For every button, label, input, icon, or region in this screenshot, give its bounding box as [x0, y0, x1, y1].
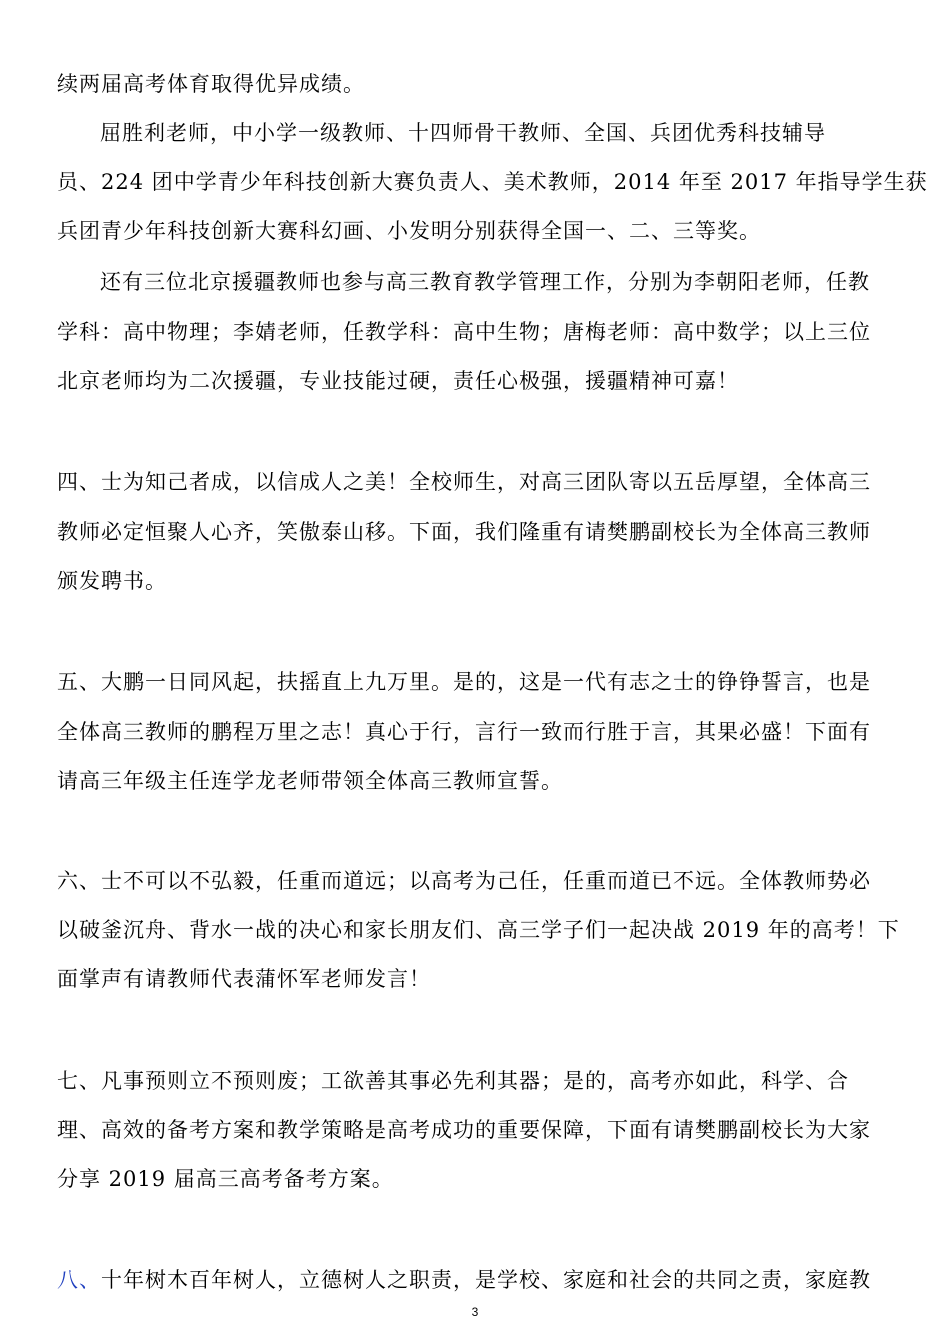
text-line: 兵团青少年科技创新大赛科幻画、小发明分别获得全国一、二、三等奖。: [57, 219, 761, 243]
text-line: 五、大鹏一日同风起，扶摇直上九万里。是的，这是一代有志之士的铮铮誓言，也是: [57, 670, 871, 694]
text-line: 颁发聘书。: [57, 569, 167, 593]
text-line: [57, 1265, 871, 1295]
section-marker: 八、: [57, 1268, 101, 1292]
text-line: 六、士不可以不弘毅，任重而道远；以高考为己任，任重而道已不远。全体教师势必: [57, 869, 871, 893]
text-line: 屈胜利老师，中小学一级教师、十四师骨干教师、全国、兵团优秀科技辅导: [100, 121, 826, 145]
text-line: 教师必定恒聚人心齐，笑傲泰山移。下面，我们隆重有请樊鹏副校长为全体高三教师: [57, 520, 871, 544]
text-line-content: 十年树木百年树人，立德树人之职责，是学校、家庭和社会的共同之责，家庭教: [101, 1268, 871, 1292]
text-line: 续两届高考体育取得优异成绩。: [57, 72, 365, 96]
text-line: 北京老师均为二次援疆，专业技能过硬，责任心极强，援疆精神可嘉！: [57, 369, 739, 393]
text-line: 以破釜沉舟、背水一战的决心和家长朋友们、高三学子们一起决战 2019 年的高考！下: [57, 918, 900, 942]
text-line: 还有三位北京援疆教师也参与高三教育教学管理工作，分别为李朝阳老师，任教: [100, 270, 870, 294]
page-number: 3: [471, 1305, 479, 1319]
text-line: 请高三年级主任连学龙老师带领全体高三教师宣誓。: [57, 769, 563, 793]
text-line: 面掌声有请教师代表蒲怀军老师发言！: [57, 967, 431, 991]
text-line: 理、高效的备考方案和教学策略是高考成功的重要保障，下面有请樊鹏副校长为大家: [57, 1118, 871, 1142]
text-line: 员、224 团中学青少年科技创新大赛负责人、美术教师，2014 年至 2017 年指导学生获: [57, 170, 928, 194]
text-line: 学科：高中物理；李婧老师，任教学科：高中生物；唐梅老师：高中数学；以上三位: [57, 320, 871, 344]
text-line: 全体高三教师的鹏程万里之志！真心于行，言行一致而行胜于言，其果必盛！下面有: [57, 720, 871, 744]
text-line: 四、士为知己者成，以信成人之美！全校师生，对高三团队寄以五岳厚望，全体高三: [57, 470, 871, 494]
text-line: 分享 2019 届高三高考备考方案。: [57, 1167, 394, 1191]
text-line: 七、凡事预则立不预则废；工欲善其事必先利其器；是的，高考亦如此，科学、合: [57, 1069, 849, 1093]
